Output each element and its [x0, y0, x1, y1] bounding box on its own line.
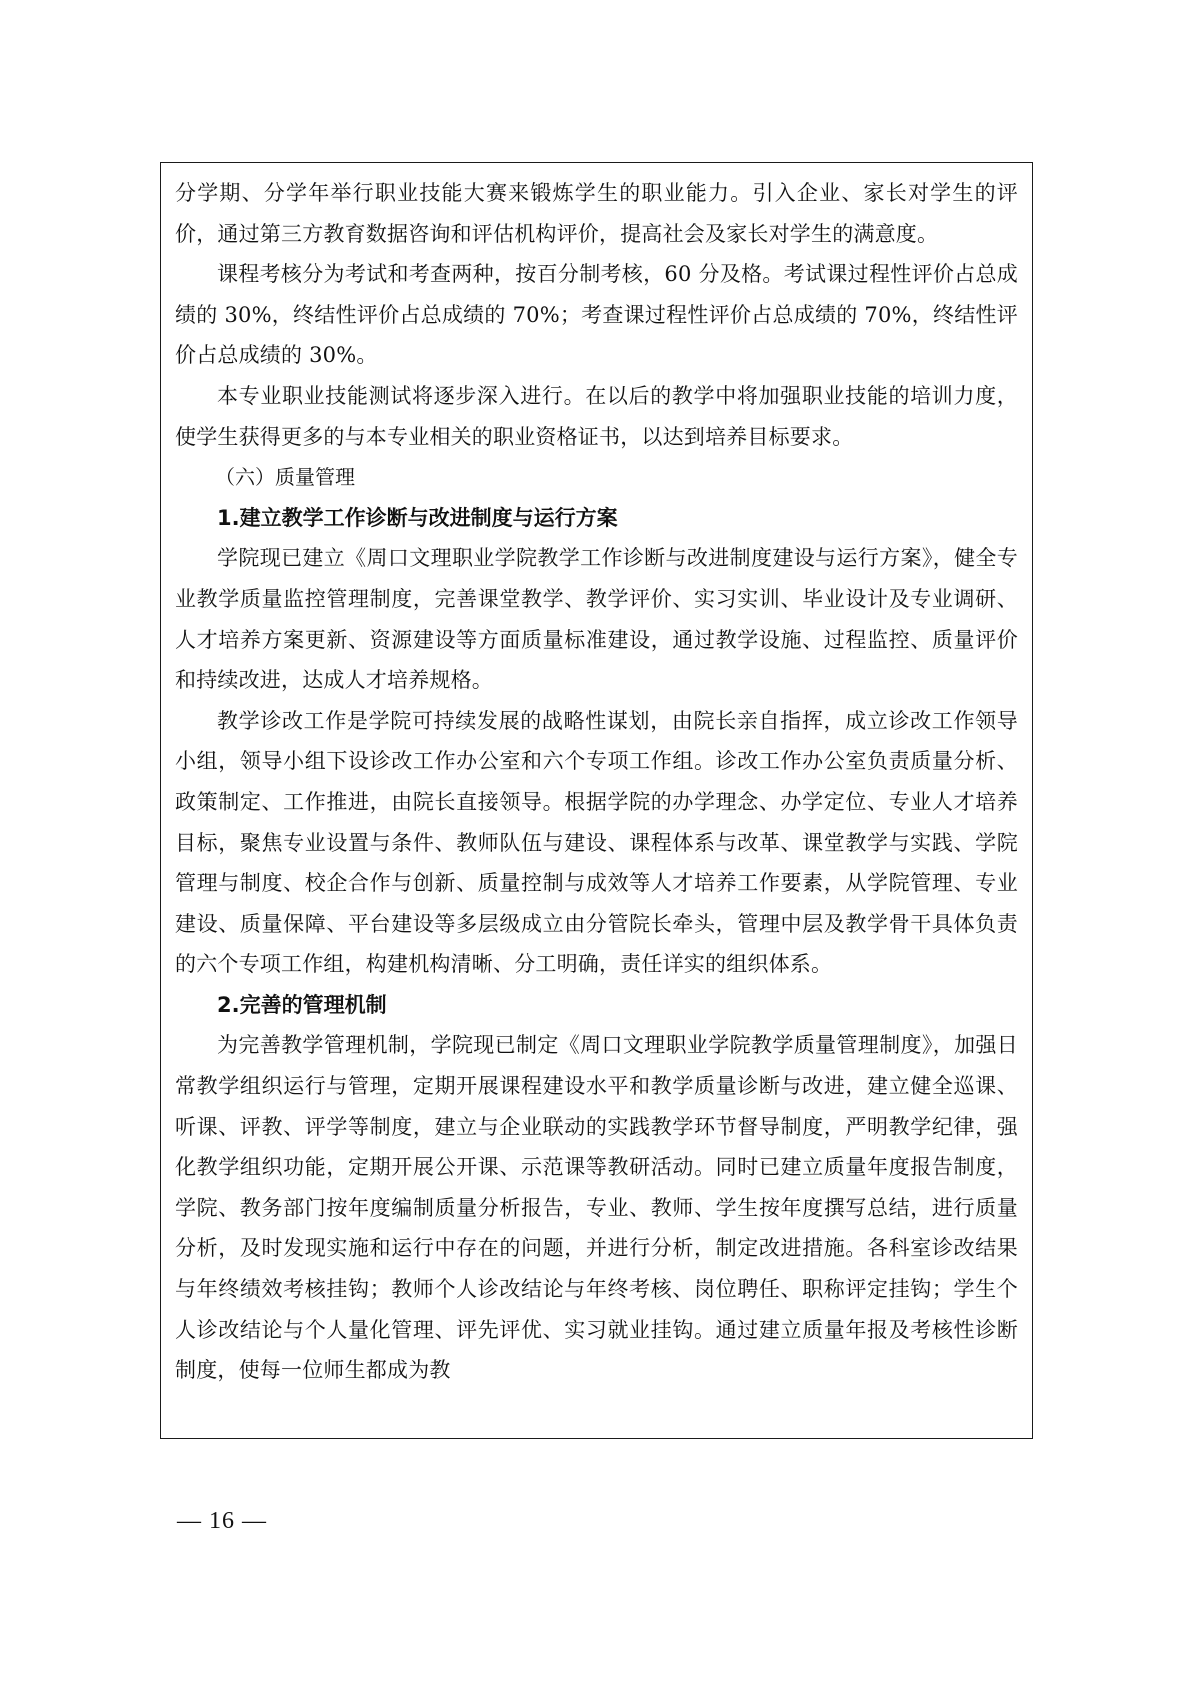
- paragraph-diagnosis-organization: 教学诊改工作是学院可持续发展的战略性谋划，由院长亲自指挥，成立诊改工作领导小组，领导小组下设诊改工作办公室和六个专项工作组。诊改工作办公室负责质量分析、政策制定、工作推进，由院长直接领导。根据学院的办学理念、办学定位、专业人才培养目标，聚焦专业设置与条件、教师队伍与建设、课程体系与改革、课堂教学与实践、学院管理与制度、校企合作与创新、质量控制与成效等人才培养工作要素，从学院管理、专业建设、质量保障、平台建设等多层级成立由分管院长牵头，管理中层及教学骨干具体负责的六个专项工作组，构建机构清晰、分工明确，责任详实的组织体系。: [175, 708, 1018, 977]
- page-number: — 16 —: [177, 1508, 267, 1534]
- paragraph-course-assessment: 课程考核分为考试和考查两种，按百分制考核，60 分及格。考试课过程性评价占总成绩的 30%，终结性评价占总成绩的 70%；考查课过程性评价占总成绩的 70%，终结性评价占总成绩的 30%。: [175, 262, 1018, 368]
- paragraph-diagnosis-plan: 学院现已建立《周口文理职业学院教学工作诊断与改进制度建设与运行方案》，健全专业教学质量监控管理制度，完善课堂教学、教学评价、实习实训、毕业设计及专业调研、人才培养方案更新、资源建设等方面质量标准建设，通过教学设施、过程监控、质量评价和持续改进，达成人才培养规格。: [175, 546, 1018, 693]
- subheading-diagnosis-system: 1.建立教学工作诊断与改进制度与运行方案: [217, 505, 618, 530]
- subheading-management-mechanism: 2.完善的管理机制: [217, 992, 387, 1017]
- paragraph-skill-testing: 本专业职业技能测试将逐步深入进行。在以后的教学中将加强职业技能的培训力度，使学生获得更多的与本专业相关的职业资格证书，以达到培养目标要求。: [175, 383, 1018, 449]
- paragraph-continued: 分学期、分学年举行职业技能大赛来锻炼学生的职业能力。引入企业、家长对学生的评价，通过第三方教育数据咨询和评估机构评价，提高社会及家长对学生的满意度。: [175, 181, 1018, 246]
- paragraph-management-mechanism: 为完善教学管理机制，学院现已制定《周口文理职业学院教学质量管理制度》，加强日常教学组织运行与管理，定期开展课程建设水平和教学质量诊断与改进，建立健全巡课、听课、评教、评学等制度，建立与企业联动的实践教学环节督导制度，严明教学纪律，强化教学组织功能，定期开展公开课、示范课等教研活动。同时已建立质量年度报告制度，学院、教务部门按年度编制质量分析报告，专业、教师、学生按年度撰写总结，进行质量分析，及时发现实施和运行中存在的问题，并进行分析，制定改进措施。各科室诊改结果与年终绩效考核挂钩；教师个人诊改结论与年终考核、岗位聘任、职称评定挂钩；学生个人诊改结论与个人量化管理、评先评优、实习就业挂钩。通过建立质量年报及考核性诊断制度，使每一位师生都成为教: [175, 1033, 1018, 1383]
- section-title-quality-management: （六）质量管理: [215, 465, 355, 490]
- content-frame: [160, 162, 1033, 1439]
